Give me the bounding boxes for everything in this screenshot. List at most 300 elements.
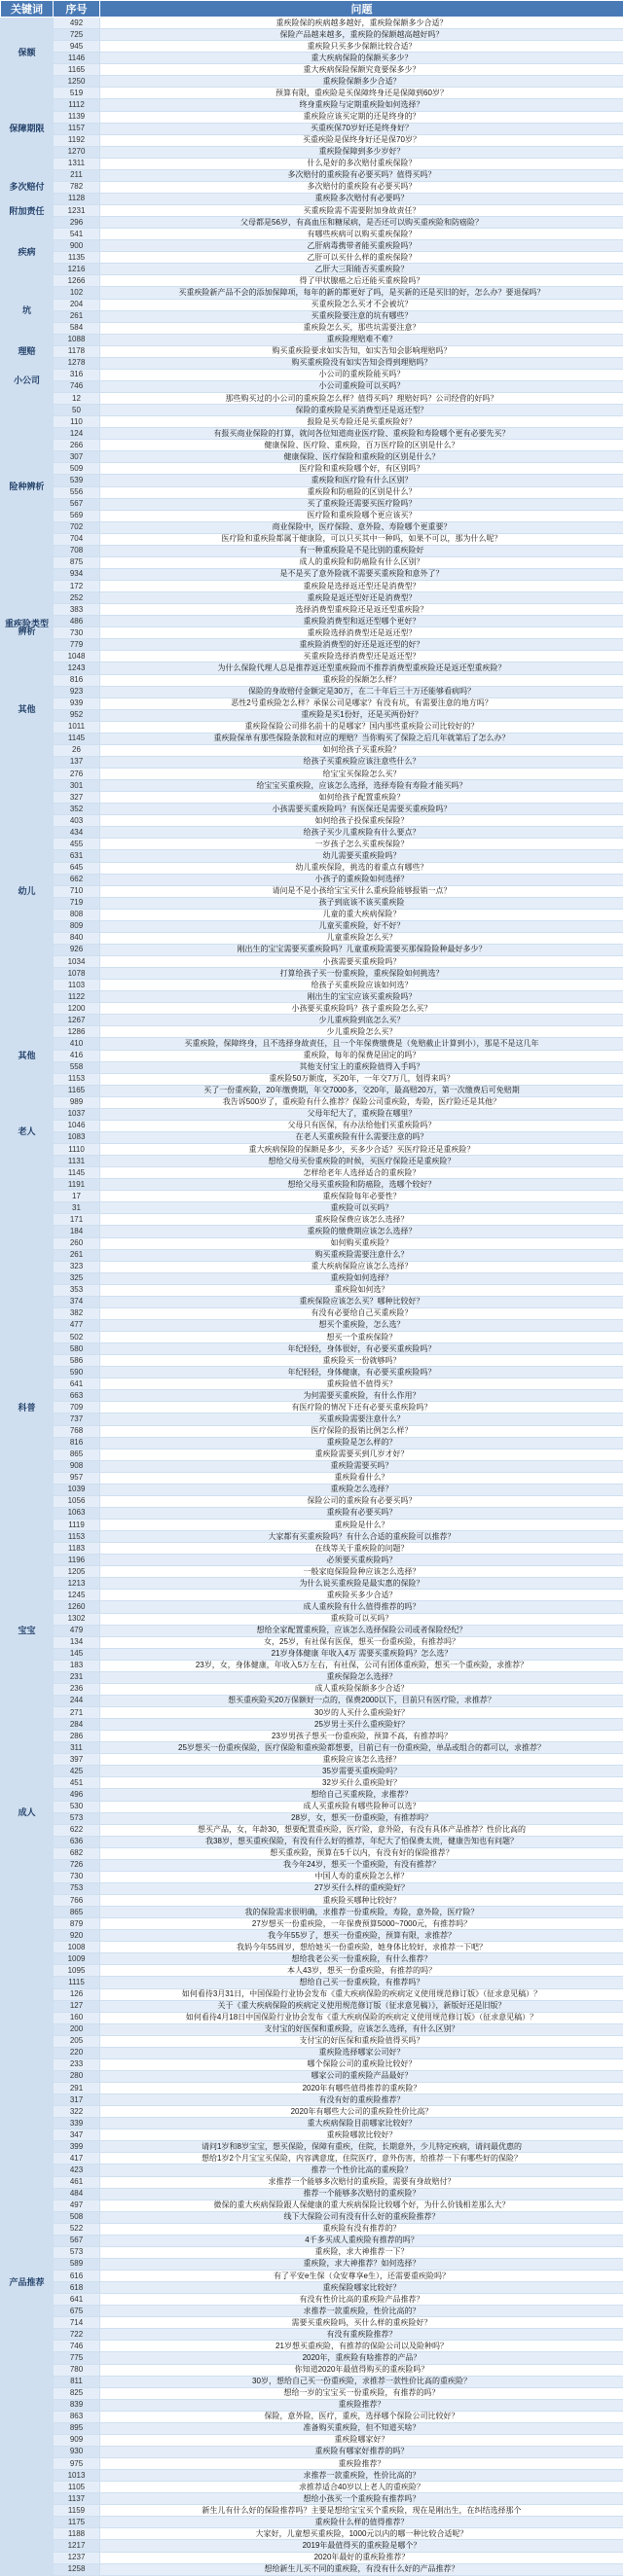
number-cell: 631	[54, 850, 100, 862]
question-cell: 重疾险和医疗险有什么区别？	[100, 475, 623, 486]
number-cell: 725	[54, 29, 100, 41]
question-cell: 如何看待4月18日中国保险行业协会发布《重大疾病保险的疾病定义使用规范修订版》（征求意见稿）？	[100, 2012, 623, 2023]
table-row	[1, 2294, 623, 2306]
question-cell: 想给自己买重疾险，求推荐？	[100, 1789, 623, 1801]
question-cell: 关于《重大疾病保险的疾病定义使用规范修订版（征求意见稿）》，新版好还是旧版？	[100, 2000, 623, 2012]
question-cell: 小孩需要买重疾险吗？有医保还是需要买重疾险吗？	[100, 804, 623, 815]
table-row	[1, 1003, 623, 1015]
number-cell: 327	[54, 792, 100, 804]
number-cell: 497	[54, 2200, 100, 2211]
number-cell: 1145	[54, 1167, 100, 1179]
number-cell: 641	[54, 2294, 100, 2306]
table-row	[1, 2271, 623, 2282]
question-cell: 小孩需要买重疾险吗？	[100, 956, 623, 968]
number-cell: 317	[54, 2094, 100, 2106]
question-cell: 重疾险多次赔付有必要吗？	[100, 193, 623, 204]
question-cell: 想给父母买重疾险和防癌险，选哪个较好？	[100, 1179, 623, 1191]
question-cell: 重疾险，求大神推荐一下？	[100, 2246, 623, 2258]
table-row	[1, 393, 623, 405]
table-row	[1, 1413, 623, 1425]
question-cell: 我今年55岁了，想买一份重疾险，预算有限，求推荐？	[100, 1930, 623, 1942]
table-row	[1, 2235, 623, 2246]
table-row	[1, 1202, 623, 1214]
question-cell: 那些购买过的小公司的重疾险怎么样？值得买吗？理赔好吗？公司经营的好吗？	[100, 393, 623, 405]
number-cell: 726	[54, 1859, 100, 1871]
number-cell: 252	[54, 592, 100, 604]
question-cell: 支付宝的好医保和重疾险值得买吗？	[100, 2035, 623, 2047]
table-row	[1, 1566, 623, 1578]
question-cell: 重疾险如何选择？	[100, 1272, 623, 1284]
header-row	[1, 1, 623, 18]
question-cell: 重疾险是什么？	[100, 1520, 623, 1531]
keyword-cell: 幼儿	[1, 744, 54, 1038]
table-row	[1, 1613, 623, 1625]
table-row	[1, 1625, 623, 1636]
number-cell: 746	[54, 380, 100, 392]
question-cell: 怎样给老年人选择适合的重疾险？	[100, 1167, 623, 1179]
question-cell: 我今年24岁，想买一个重疾险，有没有推荐？	[100, 1859, 623, 1871]
question-cell: 必须要买重疾险吗？	[100, 1555, 623, 1566]
table-row	[1, 1495, 623, 1507]
table-row	[1, 451, 623, 463]
number-cell: 403	[54, 815, 100, 827]
question-cell: 准备购买重疾险，但不知道买啥？	[100, 2422, 623, 2434]
question-cell: 需要买重疾险吗，买什么样的重疾险好？	[100, 2317, 623, 2329]
table-row	[1, 1038, 623, 1050]
number-cell: 284	[54, 1719, 100, 1731]
number-cell: 220	[54, 2047, 100, 2058]
header-keyword: 关键词	[1, 1, 54, 18]
table-row	[1, 369, 623, 380]
question-cell: 重疾险买哪种比较好？	[100, 1895, 623, 1907]
question-cell: 儿童重疾险怎么买？	[100, 932, 623, 944]
number-cell: 1122	[54, 991, 100, 1003]
table-row	[1, 217, 623, 229]
number-cell: 124	[54, 428, 100, 440]
number-cell: 1063	[54, 1507, 100, 1519]
number-cell: 682	[54, 1847, 100, 1859]
number-cell: 1178	[54, 345, 100, 357]
table-row	[1, 1226, 623, 1237]
table-row	[1, 1859, 623, 1871]
number-cell: 816	[54, 1437, 100, 1449]
question-cell: 30岁，想给自己买一份重疾险，求推荐一款性价比高的重疾险？	[100, 2376, 623, 2387]
number-cell: 753	[54, 1882, 100, 1894]
question-cell: 重疾险是返还型好还是消费型？	[100, 592, 623, 604]
question-cell: 买重疾险，保障终身，且不选择身故责任，且一个年保费缴费是（免赔截止计算到小），那是不是这几年	[100, 1038, 623, 1050]
number-cell: 347	[54, 2129, 100, 2141]
table-row	[1, 1977, 623, 1988]
number-cell: 291	[54, 2083, 100, 2094]
number-cell: 586	[54, 1355, 100, 1367]
table-row	[1, 1484, 623, 1495]
table-row	[1, 804, 623, 815]
table-row	[1, 345, 623, 357]
question-cell: 孩子到底该不该买重疾险	[100, 897, 623, 909]
table-row	[1, 2083, 623, 2094]
table-row	[1, 205, 623, 217]
table-row	[1, 1660, 623, 1671]
question-cell: 重疾险是选择返还型还是消费型？	[100, 581, 623, 592]
table-row	[1, 1918, 623, 1930]
table-row	[1, 405, 623, 416]
table-row	[1, 627, 623, 639]
number-cell: 573	[54, 1812, 100, 1824]
number-cell: 261	[54, 310, 100, 322]
table-row	[1, 568, 623, 580]
question-cell: 重疾险和防癌险的区别是什么？	[100, 486, 623, 498]
question-cell: 有没有好的重疾险推荐？	[100, 2094, 623, 2106]
table-row	[1, 510, 623, 521]
number-cell: 1266	[54, 275, 100, 287]
number-cell: 1216	[54, 264, 100, 275]
question-cell: 重疾险理赔难不难？	[100, 334, 623, 345]
number-cell: 1157	[54, 123, 100, 134]
question-cell: 父母只有医保，有办法给他们买重疾险吗？	[100, 1120, 623, 1131]
table-row	[1, 1882, 623, 1894]
table-row	[1, 428, 623, 440]
number-cell: 1302	[54, 1613, 100, 1625]
table-row	[1, 64, 623, 76]
question-cell: 重疾险保险公司排名前十的是哪家？国内那些重疾险公司比较好的？	[100, 721, 623, 733]
number-cell: 1009	[54, 1953, 100, 1965]
table-row	[1, 850, 623, 862]
number-cell: 1056	[54, 1495, 100, 1507]
number-cell: 645	[54, 862, 100, 874]
question-cell: 重疾险应该怎么选择？	[100, 1754, 623, 1766]
question-cell: 医疗保险的报销比例怎么样？	[100, 1425, 623, 1437]
question-cell: 重疾险需要买吗？	[100, 1460, 623, 1472]
number-cell: 558	[54, 1061, 100, 1073]
number-cell: 126	[54, 1988, 100, 2000]
number-cell: 865	[54, 1907, 100, 1918]
number-cell: 1183	[54, 1543, 100, 1555]
question-cell: 重疾险保的疾病越多越好，重疾险保额多少合适？	[100, 18, 623, 29]
question-cell: 如何给孩子配置重疾险？	[100, 792, 623, 804]
table-row	[1, 686, 623, 698]
table-row	[1, 2000, 623, 2012]
question-cell: 有了平安e生保（众安尊享e生），还需要重疾险吗？	[100, 2271, 623, 2282]
table-row	[1, 2399, 623, 2411]
number-cell: 1078	[54, 968, 100, 980]
number-cell: 746	[54, 2341, 100, 2352]
table-row	[1, 275, 623, 287]
question-cell: 想买个重疾险，怎么选？	[100, 1319, 623, 1331]
number-cell: 567	[54, 498, 100, 510]
number-cell: 1137	[54, 2493, 100, 2505]
keyword-cell: 保额	[1, 18, 54, 88]
question-cell: 求推荐适合40岁以上老人的重疾险？	[100, 2482, 623, 2493]
table-row	[1, 99, 623, 111]
table-row	[1, 2540, 623, 2552]
question-cell: 想给新生儿买不同的重疾险，有没有什么好的产品推荐？	[100, 2563, 623, 2575]
question-cell: 有报买商业保险的打算，就问各位知道商业医疗险、重疾险和寿险哪个更有必要先买？	[100, 428, 623, 440]
number-cell: 809	[54, 920, 100, 932]
table-row	[1, 1332, 623, 1343]
number-cell: 26	[54, 744, 100, 756]
table-row	[1, 2364, 623, 2376]
question-cell: 重疾险需要买到几岁才好？	[100, 1449, 623, 1460]
question-cell: 重疾险保单有那些保险条款和对应的理赔？当你购买了保险之后几年就第后了怎么办？	[100, 733, 623, 744]
question-cell: 女，25岁，有社保有医保，想买一份重疾险，有推荐吗？	[100, 1636, 623, 1648]
table-row	[1, 651, 623, 662]
table-row	[1, 1707, 623, 1719]
number-cell: 1153	[54, 1073, 100, 1085]
table-row	[1, 193, 623, 204]
question-cell: 重疾险如何选？	[100, 1284, 623, 1296]
number-cell: 160	[54, 2012, 100, 2023]
number-cell: 1250	[54, 76, 100, 88]
question-cell: 购买重疾险没有如实告知会得到理赔吗？	[100, 357, 623, 369]
number-cell: 183	[54, 1660, 100, 1671]
number-cell: 1217	[54, 2540, 100, 2552]
number-cell: 1046	[54, 1120, 100, 1131]
table-row	[1, 1460, 623, 1472]
question-cell: 想给自己买一份重疾险，有推荐吗？	[100, 1977, 623, 1988]
number-cell: 675	[54, 2306, 100, 2317]
number-cell: 1165	[54, 1085, 100, 1096]
table-row	[1, 1425, 623, 1437]
question-cell: 成人的重疾险和防癌险有什么区别？	[100, 556, 623, 568]
number-cell: 479	[54, 1625, 100, 1636]
table-row	[1, 181, 623, 193]
number-cell: 339	[54, 2118, 100, 2129]
table-row	[1, 1249, 623, 1261]
question-cell: 32岁买什么重疾险好？	[100, 1777, 623, 1789]
table-row	[1, 2352, 623, 2364]
table-row	[1, 709, 623, 721]
number-cell: 1039	[54, 1484, 100, 1495]
question-cell: 健康保险、医疗保险和重疾险的区别是什么？	[100, 451, 623, 463]
question-cell: 重大疾病保险保额究竟要保多少？	[100, 64, 623, 76]
number-cell: 930	[54, 2446, 100, 2457]
number-cell: 244	[54, 1695, 100, 1706]
number-cell: 1083	[54, 1131, 100, 1143]
table-row	[1, 1942, 623, 1953]
table-row	[1, 1590, 623, 1601]
question-cell: 买重疾险新产品不会的添加保障项，每年的新的都更好了吗，是买新的还是买旧的好，怎么办？要退保吗？	[100, 287, 623, 299]
table-row	[1, 1801, 623, 1812]
table-row	[1, 721, 623, 733]
question-cell: 重大疾病保险目前哪家比较好？	[100, 2118, 623, 2129]
number-cell: 722	[54, 2329, 100, 2341]
table-row	[1, 310, 623, 322]
question-cell: 一岁孩子怎么买重疾保险？	[100, 839, 623, 850]
question-cell: 30岁的人买什么重疾险好？	[100, 1707, 623, 1719]
question-cell: 想买重疾险买20万保额好一点的，保费2000以下，目前只有医疗险，求推荐？	[100, 1695, 623, 1706]
table-row	[1, 1131, 623, 1143]
number-cell: 172	[54, 581, 100, 592]
number-cell: 461	[54, 2176, 100, 2188]
number-cell: 50	[54, 405, 100, 416]
number-cell: 522	[54, 2223, 100, 2235]
question-cell: 27岁买什么样的重疾险好？	[100, 1882, 623, 1894]
question-cell: 重疾险消费型和返还型哪个更好？	[100, 616, 623, 627]
table-row	[1, 2258, 623, 2270]
question-cell: 为何需要买重疾险，有什么作用？	[100, 1390, 623, 1402]
number-cell: 920	[54, 1930, 100, 1942]
question-cell: 其他支付宝上的重疾险值得入手吗？	[100, 1061, 623, 1073]
header-number: 序号	[54, 1, 100, 18]
question-cell: 年纪轻轻，身体健康，有必要买重疾险吗？	[100, 1367, 623, 1378]
table-row	[1, 18, 623, 29]
question-cell: 刚出生的宝宝应该买重疾险吗？	[100, 991, 623, 1003]
question-cell: 少儿重疾险到底怎么买？	[100, 1015, 623, 1026]
table-row	[1, 744, 623, 756]
question-cell: 想给全家配置重疾险，应该怎么选择保险公司或者保险经纪？	[100, 1625, 623, 1636]
question-cell: 重疾险，求大神推荐？如何选择？	[100, 2258, 623, 2270]
number-cell: 127	[54, 2000, 100, 2012]
table-row	[1, 134, 623, 146]
keyword-cell: 疾病	[1, 217, 54, 287]
question-cell: 买重疾险选择消费型还是返还型？	[100, 651, 623, 662]
number-cell: 580	[54, 1343, 100, 1355]
question-cell: 什么是好的多次赔付重疾保险？	[100, 158, 623, 169]
question-cell: 买重疾险怎么买才不会被坑？	[100, 299, 623, 310]
number-cell: 145	[54, 1648, 100, 1660]
question-cell: 重疾保险每年必要性？	[100, 1191, 623, 1202]
table-row	[1, 287, 623, 299]
question-cell: 重疾险的缴费期应该怎么选择？	[100, 1226, 623, 1237]
table-row	[1, 944, 623, 955]
number-cell: 1258	[54, 2563, 100, 2575]
number-cell: 451	[54, 1777, 100, 1789]
number-cell: 573	[54, 2246, 100, 2258]
table-row	[1, 1015, 623, 1026]
table-row	[1, 1144, 623, 1156]
keyword-cell: 宝宝	[1, 1625, 54, 1636]
question-cell: 求推荐一款重疾险，性价比高的？	[100, 2470, 623, 2482]
table-row	[1, 463, 623, 475]
number-cell: 352	[54, 804, 100, 815]
keyword-cell: 坑	[1, 287, 54, 334]
number-cell: 1139	[54, 111, 100, 123]
number-cell: 641	[54, 1378, 100, 1390]
number-cell: 509	[54, 463, 100, 475]
table-row	[1, 76, 623, 88]
question-cell: 给孩子买少儿重疾险有什么要点？	[100, 827, 623, 839]
number-cell: 205	[54, 2035, 100, 2047]
question-cell: 重疾险推荐？	[100, 2399, 623, 2411]
question-cell: 重疾险有没有推荐的？	[100, 2223, 623, 2235]
question-cell: 少儿重疾险怎么买？	[100, 1026, 623, 1038]
question-cell: 给孩子买重疾险应该注意些什么？	[100, 756, 623, 768]
table-row	[1, 2165, 623, 2176]
question-cell: 想给一岁的宝宝买一份重疾险，有推荐的吗？	[100, 2387, 623, 2399]
table-row	[1, 1073, 623, 1085]
question-cell: 给宝宝买保险怎么买？	[100, 769, 623, 780]
number-cell: 1191	[54, 1179, 100, 1191]
number-cell: 775	[54, 2352, 100, 2364]
number-cell: 636	[54, 1836, 100, 1847]
table-row	[1, 2552, 623, 2563]
question-cell: 重大疾病保险应该怎么选择？	[100, 1261, 623, 1272]
question-cell: 重疾险买一份就够吗？	[100, 1355, 623, 1367]
table-row	[1, 2341, 623, 2352]
question-cell: 想给父母买份重疾险的时候，买医疗保险还是重疾险？	[100, 1156, 623, 1167]
table-row	[1, 1167, 623, 1179]
table-row	[1, 416, 623, 428]
number-cell: 875	[54, 556, 100, 568]
question-cell: 保险的重疾险是买消费型还是返还型？	[100, 405, 623, 416]
number-cell: 455	[54, 839, 100, 850]
table-row	[1, 1731, 623, 1742]
number-cell: 710	[54, 885, 100, 897]
question-cell: 新生儿有什么好的保险推荐吗？主要是想给宝宝买个重疾险，现在是刚出生，在纠结选择那个	[100, 2505, 623, 2517]
table-row	[1, 2129, 623, 2141]
number-cell: 1231	[54, 205, 100, 217]
table-row	[1, 1766, 623, 1777]
number-cell: 939	[54, 698, 100, 709]
keyword-cell: 成人	[1, 1636, 54, 1988]
table-row	[1, 662, 623, 674]
table-row	[1, 1237, 623, 1249]
table-row	[1, 1402, 623, 1413]
table-row	[1, 2422, 623, 2434]
table-row	[1, 545, 623, 556]
number-cell: 31	[54, 1202, 100, 1214]
table-row	[1, 2505, 623, 2517]
table-row	[1, 2200, 623, 2211]
table-row	[1, 2153, 623, 2165]
question-cell: 推荐一个性价比高的重疾险？	[100, 2165, 623, 2176]
number-cell: 296	[54, 217, 100, 229]
question-cell: 刚出生的宝宝需要买重疾险吗？儿童重疾险需要买那保险险种最好多少？	[100, 944, 623, 955]
table-row	[1, 2094, 623, 2106]
number-cell: 556	[54, 486, 100, 498]
table-row	[1, 1965, 623, 1977]
question-cell: 重疾险有哪家好推荐的吗？	[100, 2446, 623, 2457]
question-cell: 求推荐一个能够多次赔付的重疾险，需要有身故赔付？	[100, 2176, 623, 2188]
number-cell: 307	[54, 451, 100, 463]
table-row	[1, 827, 623, 839]
table-row	[1, 2306, 623, 2317]
question-cell: 小公司的重疾险能买吗？	[100, 369, 623, 380]
table-row	[1, 1789, 623, 1801]
number-cell: 539	[54, 475, 100, 486]
number-cell: 211	[54, 169, 100, 181]
number-cell: 1159	[54, 2505, 100, 2517]
question-cell: 微保的重大疾病保险跟人保健康的重大疾病保险比较哪个好，为什么价钱相差那么大？	[100, 2200, 623, 2211]
table-row	[1, 1378, 623, 1390]
question-cell: 如何给孩子买重疾险？	[100, 744, 623, 756]
table-row	[1, 475, 623, 486]
keyword-cell: 理赔	[1, 334, 54, 369]
question-cell: 重疾险应该买定期的还是终身的？	[100, 111, 623, 123]
table-row	[1, 357, 623, 369]
number-cell: 1270	[54, 146, 100, 158]
number-cell: 863	[54, 2411, 100, 2422]
question-cell: 为什么说买重疾险是最实惠的保险？	[100, 1578, 623, 1590]
table-row	[1, 2317, 623, 2329]
question-cell: 重疾险哪款比较好？	[100, 2129, 623, 2141]
table-row	[1, 29, 623, 41]
question-cell: 重疾险选择哪家公司好？	[100, 2047, 623, 2058]
number-cell: 934	[54, 568, 100, 580]
number-cell: 989	[54, 1096, 100, 1108]
keyword-cell: 保障期限	[1, 88, 54, 169]
number-cell: 266	[54, 440, 100, 451]
keyword-cell: 小公司	[1, 369, 54, 392]
table-row	[1, 1085, 623, 1096]
number-cell: 865	[54, 1449, 100, 1460]
number-cell: 280	[54, 2070, 100, 2082]
number-cell: 782	[54, 181, 100, 193]
table-row	[1, 1307, 623, 1319]
number-cell: 423	[54, 2165, 100, 2176]
table-row	[1, 1472, 623, 1484]
question-cell: 保险产品越来越多，重疾险的保额越高越好吗？	[100, 29, 623, 41]
